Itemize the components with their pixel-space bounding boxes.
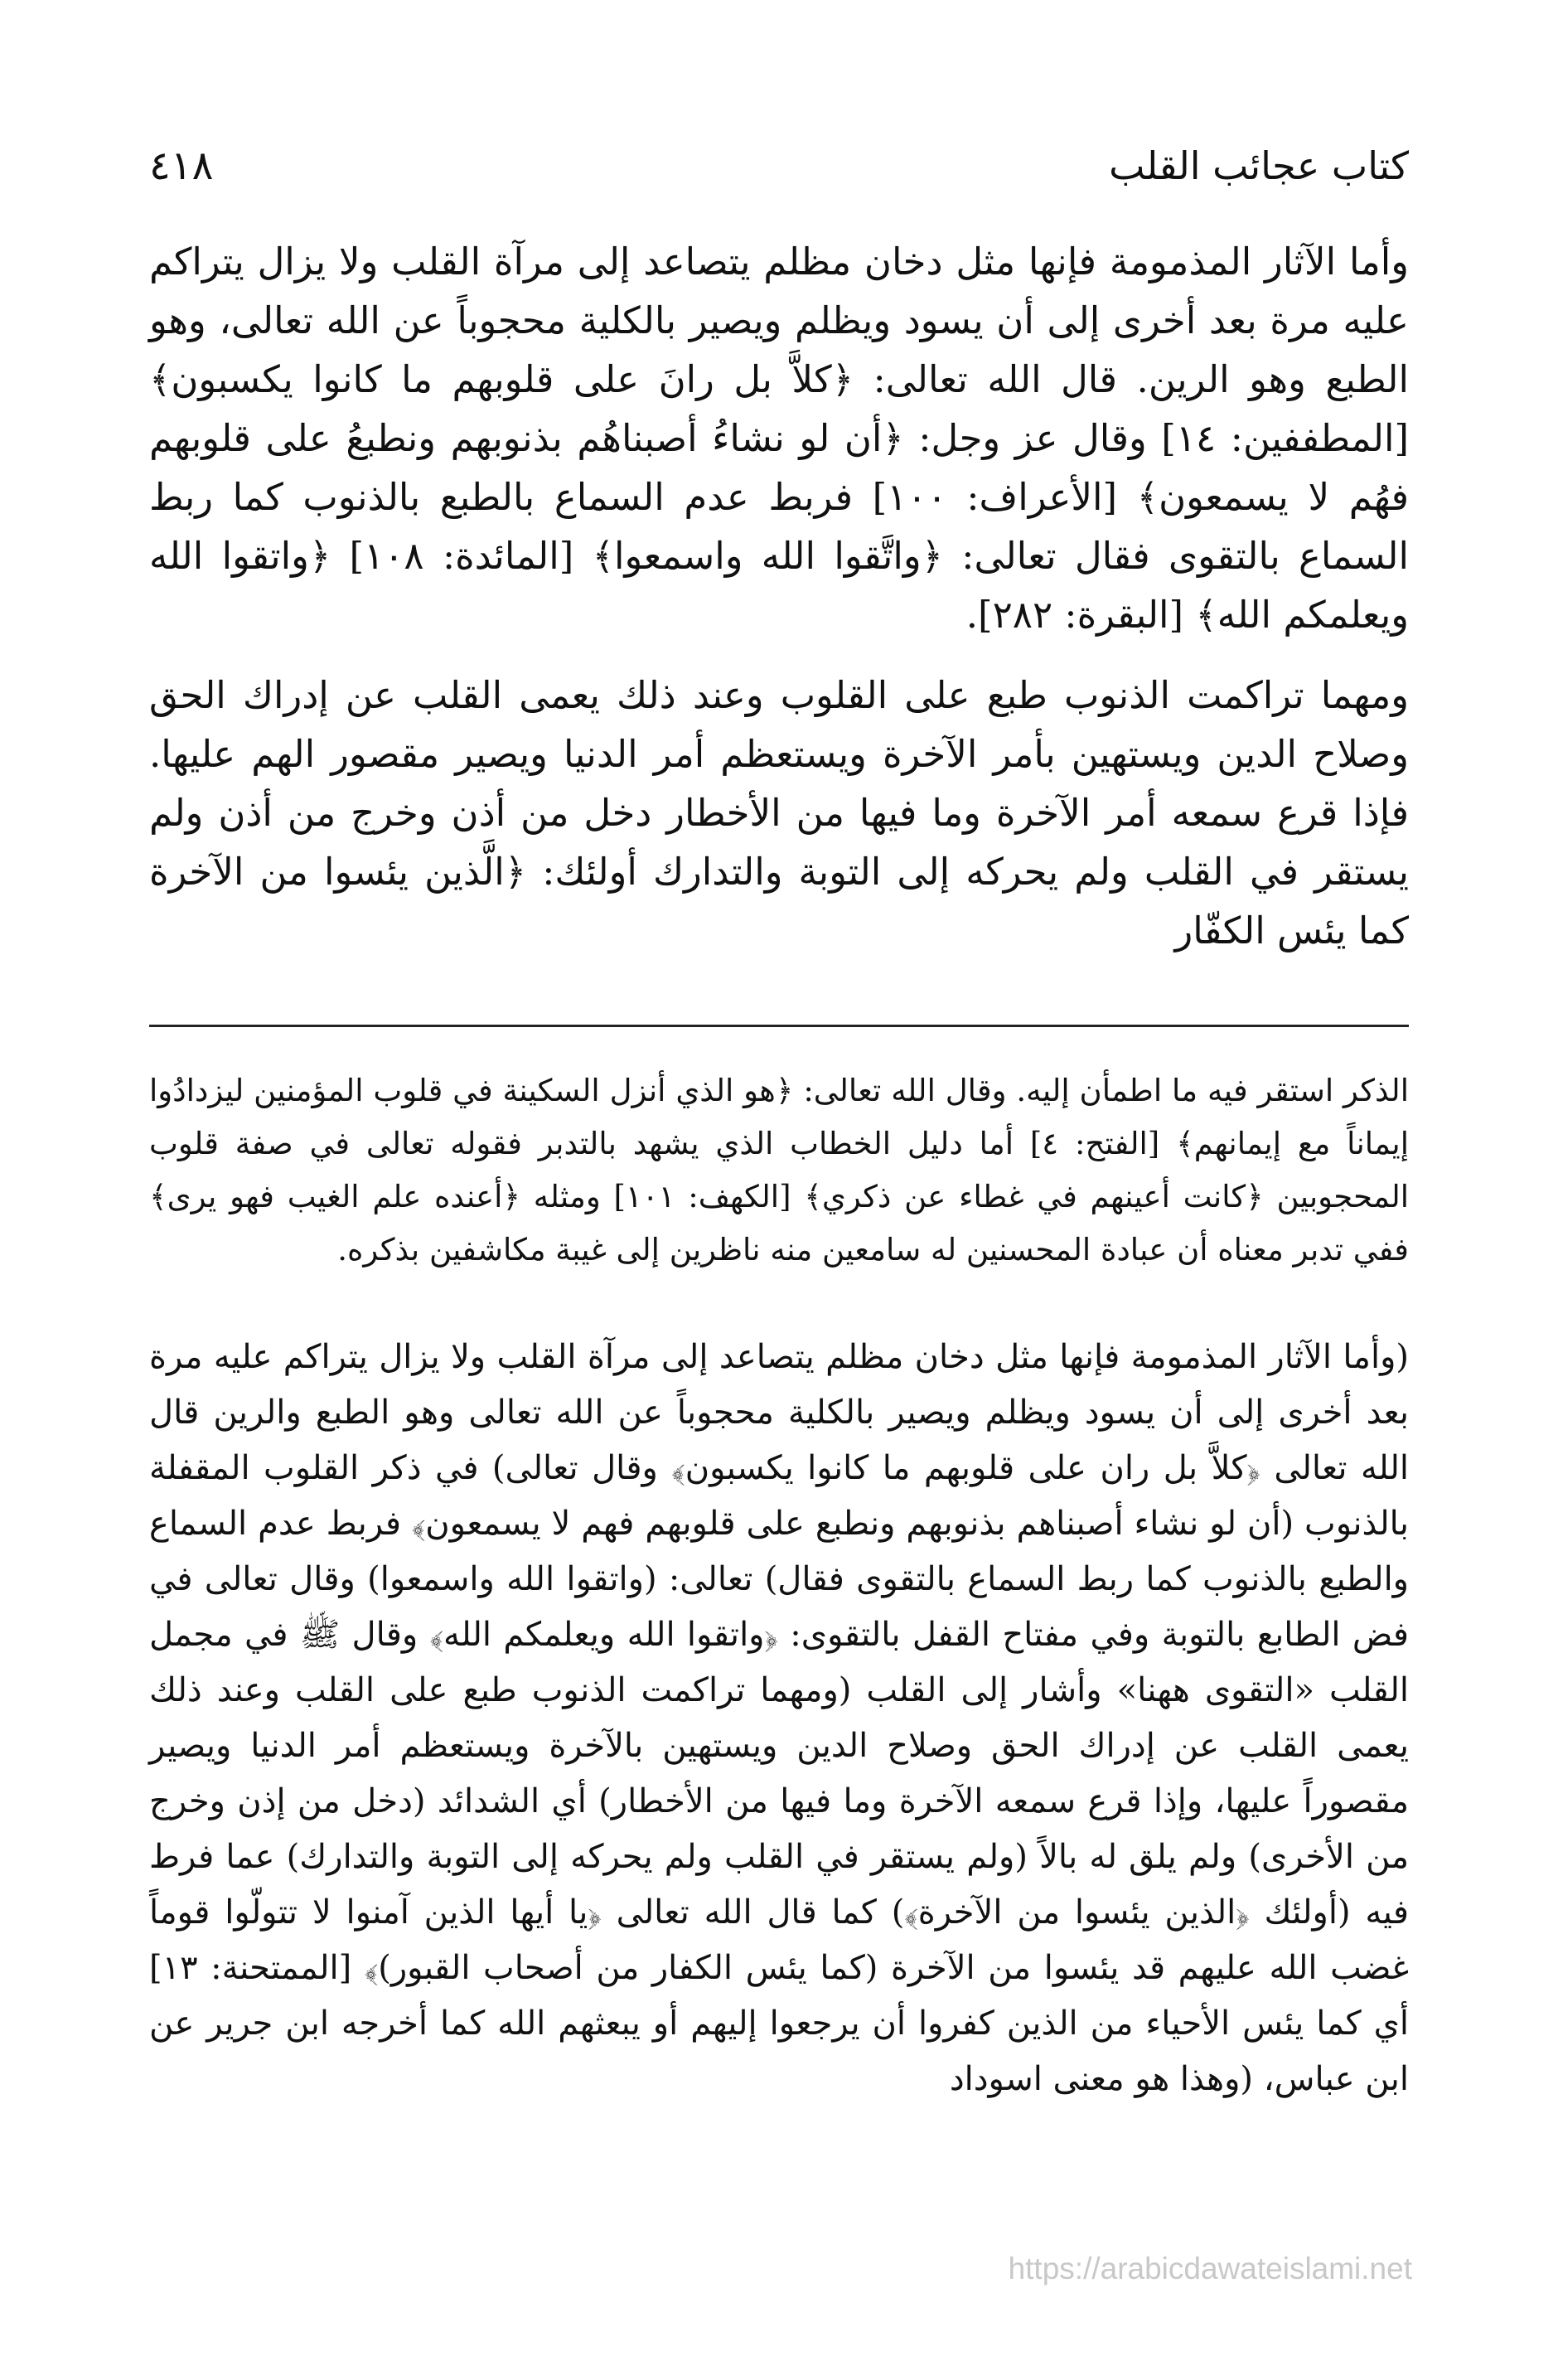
page-number: ٤١٨ <box>149 143 214 189</box>
main-paragraph-2: ومهما تراكمت الذنوب طبع على القلوب وعند ذلك يعمى القلب عن إدراك الحق وصلاح الدين ويستهين بأمر الآخرة ويستعظم أمر الدنيا ويصير مقصور الهم عليها. فإذا قرع سمعه أمر الآخرة وما فيها من الأخطار دخل من أذن وخرج من أذن ولم يستقر في القلب ولم يحركه إلى التوبة والتدارك أولئك: ﴿الَّذين يئسوا من الآخرة كما يئس الكفّار <box>149 673 1409 952</box>
footnote-paragraph: الذكر استقر فيه ما اطمأن إليه. وقال الله تعالى: ﴿هو الذي أنزل السكينة في قلوب المؤمنين ليزدادُوا إيماناً مع إيمانهم﴾ [الفتح: ٤] أما دليل الخطاب الذي يشهد بالتدبر فقوله تعالى في صفة قلوب المحجوبين ﴿كانت أعينهم في غطاء عن ذكري﴾ [الكهف: ١٠١] ومثله ﴿أعنده علم الغيب فهو يرى﴾ ففي تدبر معناه أن عبادة المحسنين له سامعين منه ناظرين إلى غيبة مكاشفين بذكره. <box>149 1073 1409 1268</box>
commentary-paragraph: (وأما الآثار المذمومة فإنها مثل دخان مظلم يتصاعد إلى مرآة القلب ولا يزال يتراكم عليه مرة بعد أخرى إلى أن يسود ويظلم ويصير بالكلية محجوباً عن الله تعالى وهو الطبع والرين قال الله تعالى ﴿كلاَّ بل ران على قلوبهم ما كانوا يكسبون﴾ وقال تعالى) في ذكر القلوب المقفلة بالذنوب (أن لو نشاء أصبناهم بذنوبهم ونطبع على قلوبهم فهم لا يسمعون﴾ فربط عدم السماع والطبع بالذنوب كما ربط السماع بالتقوى فقال) تعالى: (واتقوا الله واسمعوا) وقال تعالى في فض الطابع بالتوبة وفي مفتاح القفل بالتقوى: ﴿واتقوا الله ويعلمكم الله﴾ وقال ﷺ في مجمل القلب «التقوى ههنا» وأشار إلى القلب (ومهما تراكمت الذنوب طبع على القلب وعند ذلك يعمى القلب عن إدراك الحق وصلاح الدين ويستهين بالآخرة ويستعظم أمر الدنيا ويصير مقصوراً عليها، وإذا قرع سمعه الآخرة وما فيها من الأخطار) أي الشدائد (دخل من إذن وخرج من الأخرى) ولم يلق له بالاً (ولم يستقر في القلب ولم يحركه إلى التوبة والتدارك) عما فرط فيه (أولئك ﴿الذين يئسوا من الآخرة﴾) كما قال الله تعالى ﴿يا أيها الذين آمنوا لا تتولّوا قوماً غضب الله عليهم قد يئسوا من الآخرة (كما يئس الكفار من أصحاب القبور)﴾ [الممتحنة: ١٣] أي كما يئس الأحياء من الذين كفروا أن يرجعوا إليهم أو يبعثهم الله كما أخرجه ابن جرير عن ابن عباس، (وهذا هو معنى اسوداد <box>149 1338 1410 2098</box>
running-title: كتاب عجائب القلب <box>1109 143 1409 188</box>
footnote <box>149 1064 1409 1277</box>
main-paragraph-1: وأما الآثار المذمومة فإنها مثل دخان مظلم يتصاعد إلى مرآة القلب ولا يزال يتراكم عليه مرة بعد أخرى إلى أن يسود ويظلم ويصير بالكلية محجوباً عن الله تعالى، وهو الطبع وهو الرين. قال الله تعالى: ﴿كلاَّ بل رانَ على قلوبهم ما كانوا يكسبون﴾ [المطففين: ١٤] وقال عز وجل: ﴿أن لو نشاءُ أصبناهُم بذنوبهم ونطبعُ على قلوبهم فهُم لا يسمعون﴾ [الأعراف: ١٠٠] فربط عدم السماع بالطبع بالذنوب كما ربط السماع بالتقوى فقال تعالى: ﴿واتَّقوا الله واسمعوا﴾ [المائدة: ١٠٨] ﴿واتقوا الله ويعلمكم الله﴾ [البقرة: ٢٨٢]. <box>149 240 1410 637</box>
page-header <box>149 133 1409 199</box>
main-text <box>149 232 1409 960</box>
watermark-url: https://arabicdawateislami.net <box>1008 2252 1412 2285</box>
commentary <box>149 1330 1409 2107</box>
footnote-separator <box>149 1025 1409 1027</box>
